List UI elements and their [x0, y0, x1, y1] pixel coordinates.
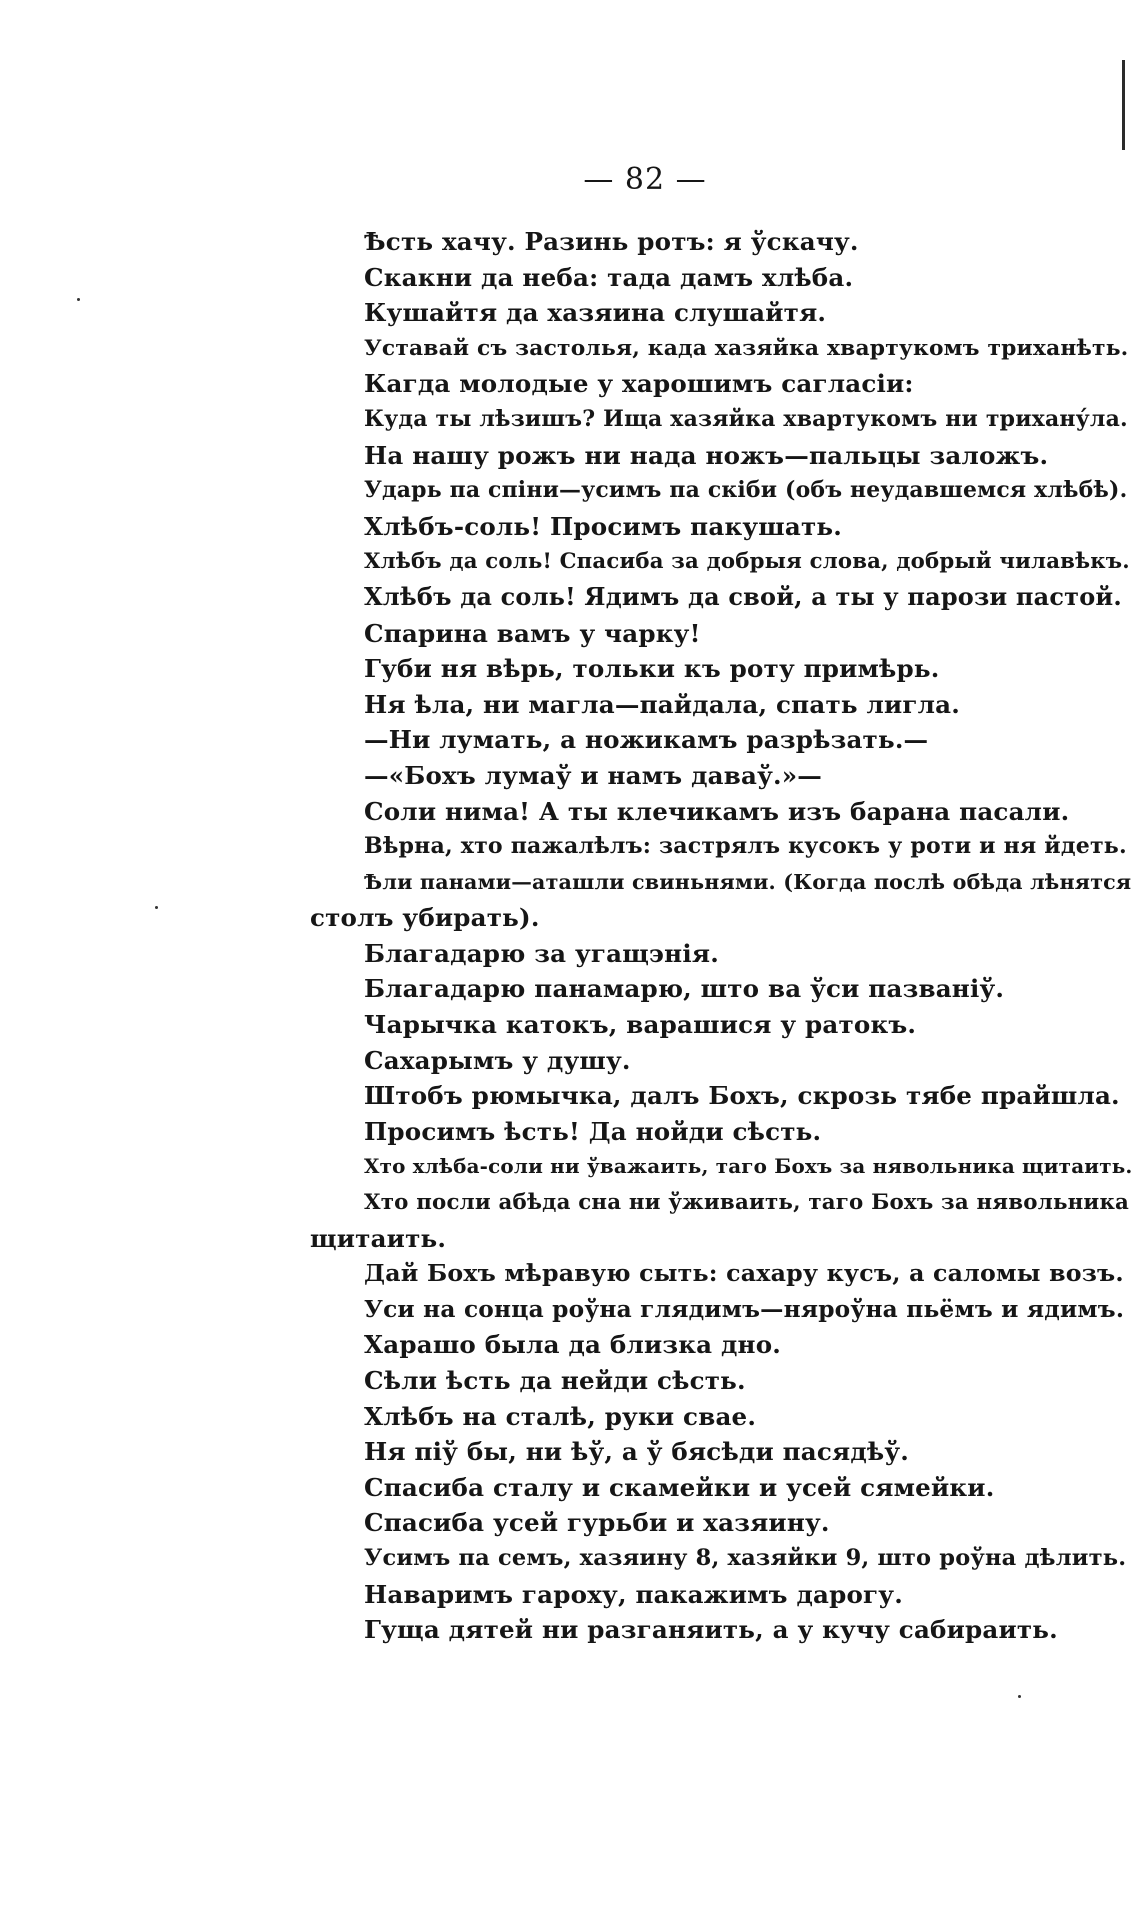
text-line: Кагда молодые у харошимъ сагласiи: [364, 369, 914, 399]
text-line: Хлѣбъ да соль! Ядимъ да свой, а ты у парози пастой. [364, 582, 1122, 611]
text-line: Благадарю панамарю, што ва ўси пазванiў. [364, 974, 1005, 1004]
text-line: Кушайтя да хазяина слушайтя. [364, 298, 827, 328]
proverbs-text-block [310, 224, 1135, 1648]
text-line: Уставай съ застолья, када хазяйка хвартукомъ триханѣть. [364, 335, 1129, 361]
text-line: На нашу рожъ ни нада ножъ—пальцы заложъ. [364, 440, 1049, 470]
text-line: Харашо была да близка дно. [364, 1330, 782, 1360]
text-line: Уси на сонца роўна глядимъ—няроўна пьёмъ и ядимъ. [364, 1295, 1125, 1323]
text-line: Ня пiў бы, ни ѣў, а ў бясѣди пасядѣў. [364, 1437, 910, 1467]
text-line: Губи ня вѣрь, тольки къ роту примѣрь. [364, 654, 940, 684]
text-line: Штобъ рюмычка, далъ Бохъ, скрозь тябе прайшла. [364, 1081, 1120, 1111]
text-line: Ударь па спiни—усимъ па скiби (объ неудавшемся хлѣбѣ). [364, 477, 1128, 504]
text-line: —«Бохъ лумаў и намъ даваў.»— [364, 760, 823, 790]
text-line: Сѣли ѣсть да нейди сѣсть. [364, 1366, 746, 1395]
text-line: Куда ты лѣзишъ? Ища хазяйка хвартукомъ ни трихану́ла. [364, 405, 1128, 432]
text-line: Хлѣбъ да соль! Спасиба за добрыя слова, добрый чилавѣкъ. [364, 549, 1130, 575]
paper-speck [77, 298, 80, 301]
text-line: Наваримъ гароху, пакажимъ дарогу. [364, 1579, 903, 1609]
text-line: столъ убирать). [310, 903, 540, 933]
page-number: — 82 — [583, 162, 707, 197]
page-edge-mark [1122, 60, 1125, 150]
text-line: Усимъ па семъ, хазяину 8, хазяйки 9, што роўна дѣлить. [364, 1544, 1127, 1571]
text-line: Скакни да неба: тада дамъ хлѣба. [364, 262, 854, 292]
text-line: Ня ѣла, ни магла—пайдала, спать лигла. [364, 689, 960, 719]
text-line: Сахарымъ у душу. [364, 1045, 631, 1075]
text-line: Ѣли панами—аташли свиньнями. (Когда послѣ обѣда лѣнятся [364, 869, 1132, 894]
text-line: щитаить. [310, 1223, 447, 1253]
paper-speck [155, 906, 158, 909]
text-line: Соли нима! А ты клечикамъ изъ барана пасали. [364, 796, 1070, 826]
text-line: —Ни лумать, а ножикамъ разрѣзать.— [364, 725, 929, 755]
text-line: Спарина вамъ у чарку! [364, 618, 701, 648]
text-line: Чарычка катокъ, варашися у ратокъ. [364, 1010, 917, 1040]
text-line: Спасиба сталу и скамейки и усей сямейки. [364, 1472, 995, 1502]
text-line: Просимъ ѣсть! Да нойди сѣсть. [364, 1116, 822, 1146]
text-line: Дай Бохъ мѣравую сыть: сахару кусъ, а саломы возъ. [364, 1259, 1124, 1288]
text-line: Хлѣбъ-соль! Просимъ пакушать. [364, 511, 842, 541]
paper-speck [1018, 1695, 1021, 1698]
text-line: Гуща дятей ни разганяить, а у кучу сабираить. [364, 1615, 1058, 1645]
text-line: Хто посли абѣда сна ни ўживаить, таго Бохъ за нявольника [364, 1190, 1130, 1216]
text-line: Благадарю за угащэнiя. [364, 938, 719, 968]
text-line: Ѣсть хачу. Разинь ротъ: я ўскачу. [364, 227, 859, 256]
text-line: Хто хлѣба-соли ни ўважаить, таго Бохъ за нявольника щитаить. [364, 1154, 1133, 1179]
text-line: Хлѣбъ на сталѣ, руки свае. [364, 1401, 757, 1431]
text-line: Вѣрна, хто пажалѣлъ: застрялъ кусокъ у роти и ня йдеть. [364, 833, 1127, 860]
text-line: Спасиба усей гурьби и хазяину. [364, 1508, 830, 1538]
